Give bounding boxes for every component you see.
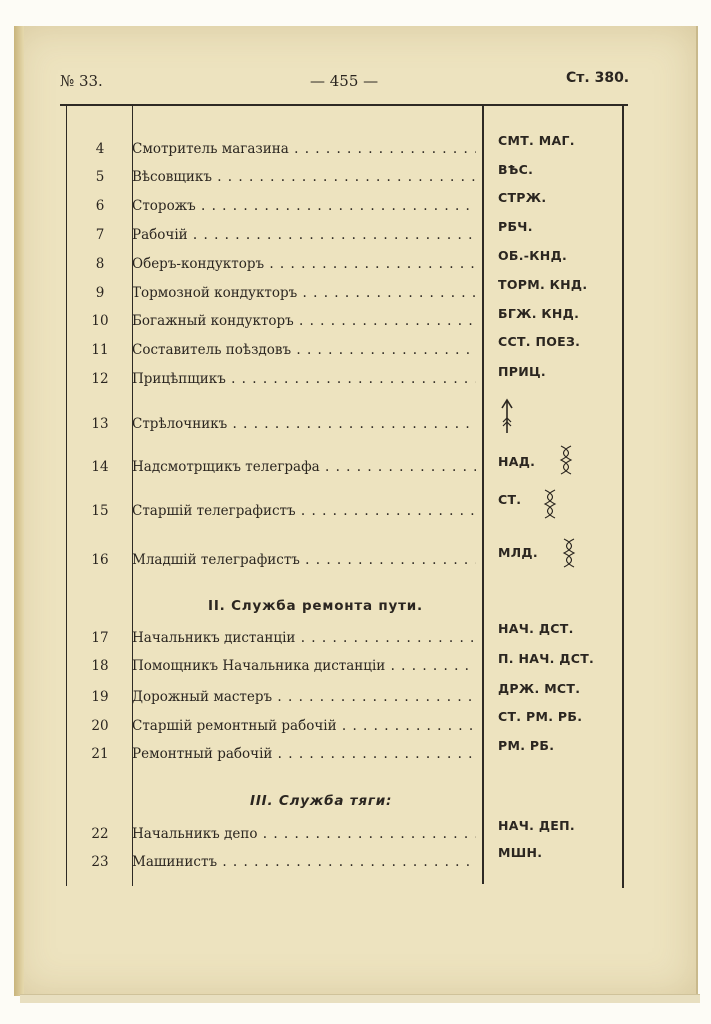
row-code: ПРИЦ. xyxy=(498,364,546,379)
table-row xyxy=(0,738,711,772)
row-number: 16 xyxy=(91,552,109,568)
row-title: Начальникъ дистанцiи . . . xyxy=(132,630,476,646)
row-number: 4 xyxy=(95,141,105,157)
row-code: ДРЖ. МСТ. xyxy=(498,681,581,696)
row-number: 21 xyxy=(91,746,109,762)
row-title: Богажный кондукторъ . . . xyxy=(132,313,476,329)
row-title: Рабочiй . . . xyxy=(132,227,476,243)
table-row xyxy=(0,334,711,368)
row-number: 12 xyxy=(91,371,109,387)
table-row xyxy=(0,454,711,485)
table-row xyxy=(0,651,711,684)
table-row xyxy=(0,190,711,224)
row-code: ОБ.-КНД. xyxy=(498,248,568,263)
row-title: Вѣсовщикъ . . . xyxy=(132,169,476,185)
arrow-up-icon xyxy=(498,398,518,434)
table-row xyxy=(0,845,711,880)
row-title: Оберъ-кондукторъ . . . xyxy=(132,256,476,272)
issue-number: № 33. xyxy=(60,72,103,90)
row-number: 18 xyxy=(91,658,109,674)
row-number: 22 xyxy=(91,826,109,842)
row-number: 8 xyxy=(95,256,105,272)
row-title: Ремонтный рабочiй . . . xyxy=(132,746,476,762)
row-number: 7 xyxy=(95,227,105,243)
row-number: 13 xyxy=(91,416,109,432)
row-code: БГЖ. КНД. xyxy=(498,306,580,321)
row-number: 9 xyxy=(95,285,105,301)
table-row xyxy=(0,162,711,195)
row-title: Смотритель магазина . . . xyxy=(132,141,476,157)
row-code: НАЧ. ДЕП. xyxy=(498,818,575,833)
row-number: 15 xyxy=(91,503,109,519)
table-row xyxy=(0,306,711,339)
row-number: 6 xyxy=(95,198,105,214)
row-number: 10 xyxy=(91,313,109,329)
table-row xyxy=(0,416,711,442)
row-code: ТОРМ. КНД. xyxy=(498,277,588,292)
table-row xyxy=(0,219,711,253)
row-code: СТ. xyxy=(498,492,522,507)
row-code: ВѢС. xyxy=(498,162,534,177)
page-bottom-edge xyxy=(20,994,700,1003)
row-title: Прицѣпщикъ . . . xyxy=(132,371,476,387)
row-title: Старшiй телеграфистъ . . . xyxy=(132,503,476,519)
telegraph-wire-icon xyxy=(558,445,574,477)
row-title: Помощникъ Начальника дистанцiи . . . xyxy=(132,658,476,674)
table-row xyxy=(0,248,711,282)
row-title: Начальникъ депо . . . xyxy=(132,826,476,842)
row-title: Тормозной кондукторъ . . . xyxy=(132,285,476,301)
row-title: Надсмотрщикъ телеграфа . . . xyxy=(132,459,476,475)
table-row xyxy=(0,709,711,744)
table-row xyxy=(0,364,711,397)
row-number: 20 xyxy=(91,718,109,734)
row-title: Старшiй ремонтный рабочiй . . . xyxy=(132,718,476,734)
row-title: Стрѣлочникъ . . . xyxy=(132,416,476,432)
row-code: МЛД. xyxy=(498,545,538,560)
table-row xyxy=(0,277,711,311)
row-number: 23 xyxy=(91,854,109,870)
row-title: Дорожный мастеръ . . . xyxy=(132,689,476,705)
table-row xyxy=(0,818,711,852)
row-code: СТ. РМ. РБ. xyxy=(498,709,583,724)
row-number: 11 xyxy=(91,342,109,358)
page-number: — 455 — xyxy=(310,72,379,90)
row-number: 14 xyxy=(91,459,109,475)
row-code: ССТ. ПОЕЗ. xyxy=(498,334,581,349)
row-code: СТРЖ. xyxy=(498,190,547,205)
telegraph-wire-icon xyxy=(542,489,558,521)
table-row xyxy=(0,621,711,656)
table-top-rule xyxy=(60,104,628,106)
row-number: 19 xyxy=(91,689,109,705)
row-number: 5 xyxy=(95,169,105,185)
table-row xyxy=(0,133,711,167)
table-row xyxy=(0,492,711,529)
row-title: Машинистъ . . . xyxy=(132,854,476,870)
row-code: МШН. xyxy=(498,845,543,860)
row-code: РМ. РБ. xyxy=(498,738,555,753)
row-code: РБЧ. xyxy=(498,219,533,234)
row-code: НАЧ. ДСТ. xyxy=(498,621,574,636)
section-heading-traction-service: III. Служба тяги: xyxy=(250,793,393,809)
row-title: Составитель поѣздовъ . . . xyxy=(132,342,476,358)
row-code: СМТ. МАГ. xyxy=(498,133,575,148)
column-label: Ст. 380. xyxy=(566,70,630,86)
row-title: Младшiй телеграфистъ . . . xyxy=(132,552,476,568)
row-number: 17 xyxy=(91,630,109,646)
row-code: П. НАЧ. ДСТ. xyxy=(498,651,595,666)
row-code: НАД. xyxy=(498,454,536,469)
table-row xyxy=(0,545,711,578)
section-heading-track-service: II. Служба ремонта пути. xyxy=(208,598,423,614)
table-row xyxy=(0,681,711,715)
row-title: Сторожъ . . . xyxy=(132,198,476,214)
telegraph-wire-icon xyxy=(561,538,577,570)
